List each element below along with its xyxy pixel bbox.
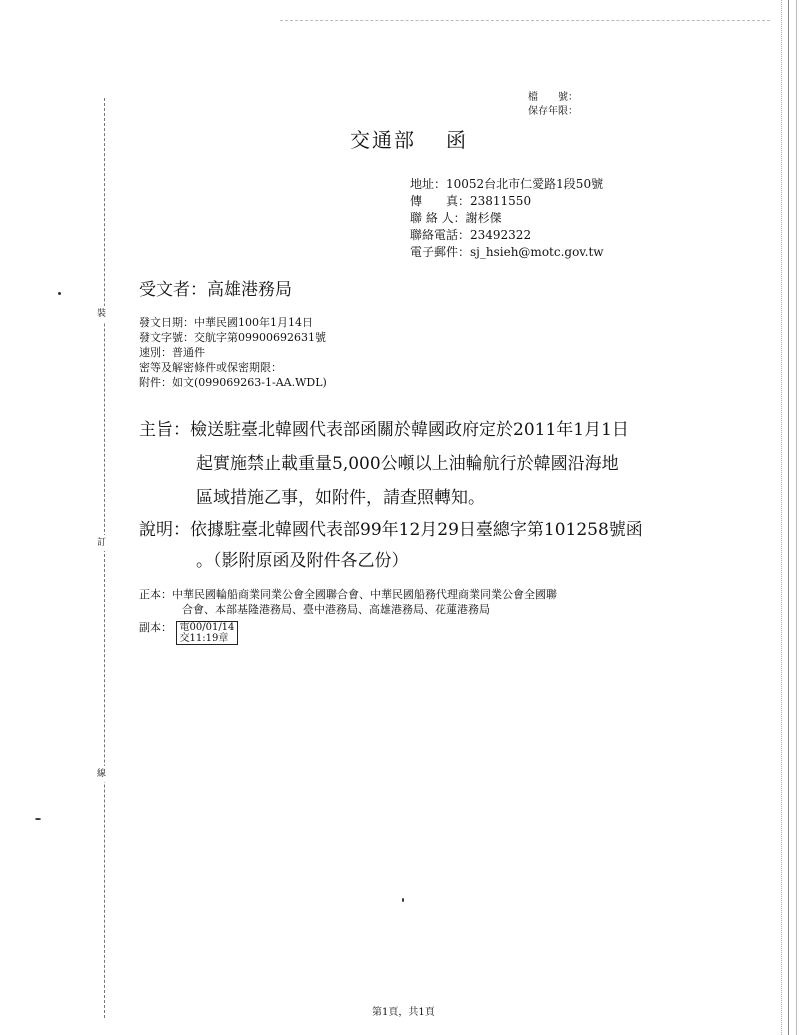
- recipient-line: 受文者：高雄港務局: [139, 280, 292, 300]
- subject-line-3: 區域措施乙事，如附件，請查照轉知。: [196, 488, 485, 508]
- contact-block: [410, 176, 604, 261]
- document-title: [350, 124, 468, 153]
- document-type: 函: [446, 128, 468, 152]
- file-number-label: 檔 號：: [528, 92, 578, 103]
- subject-line-2: 起實施禁止載重量5,000公噸以上油輪航行於韓國沿海地: [196, 454, 619, 474]
- phone-line: 聯絡電話：23492322: [410, 228, 532, 242]
- stamp-line-2: 交11:19章: [179, 633, 229, 644]
- contact-person-line: 聯 絡 人：謝杉傑: [410, 211, 502, 225]
- copy-recipients-row: [139, 620, 557, 645]
- document-number: 發文字號：交航字第09900692631號: [139, 331, 326, 344]
- binding-line: [104, 98, 105, 1018]
- scan-edge-top: [280, 20, 770, 21]
- scan-edge-right: [781, 0, 789, 1035]
- scan-speck: [402, 898, 404, 902]
- subject-line-1: 主旨：檢送駐臺北韓國代表部函關於韓國政府定於2011年1月1日: [139, 420, 629, 440]
- original-recipients-line-2: 合會、本部基隆港務局、臺中港務局、高雄港務局、花蓮港務局: [182, 603, 490, 616]
- copy-label: 副本：: [139, 621, 172, 634]
- explanation-line-1: 說明：依據駐臺北韓國代表部99年12月29日臺總字第101258號函: [139, 520, 643, 540]
- attachment-line: 附件：如文(099069263-1-AA.WDL): [139, 376, 327, 389]
- binding-mark-xian: 線: [97, 766, 106, 782]
- issue-date: 發文日期：中華民國100年1月14日: [139, 316, 313, 329]
- email-line: 電子郵件：sj_hsieh@motc.gov.tw: [410, 245, 604, 259]
- stamp-line-1: 電00/01/14: [179, 622, 235, 633]
- binding-mark-zhuang: 裝: [97, 306, 106, 322]
- distribution-section: [139, 587, 557, 645]
- subject-section: [139, 413, 629, 515]
- scan-speck: [58, 292, 61, 295]
- agency-name: 交通部: [350, 128, 416, 152]
- scan-edge-right-outer: [796, 0, 797, 1035]
- binding-mark-ding: 訂: [97, 535, 106, 551]
- page-number: 第1頁，共1頁: [372, 1007, 435, 1018]
- fax-line: 傳 真：23811550: [410, 194, 532, 208]
- original-recipients-line-1: 正本：中華民國輪船商業同業公會全國聯合會、中華民國船務代理商業同業公會全國聯: [139, 588, 557, 601]
- explanation-line-2: 。（影附原函及附件各乙份）: [196, 551, 409, 571]
- scan-speck: [35, 818, 41, 820]
- explanation-section: [139, 515, 643, 577]
- document-meta: [139, 315, 327, 390]
- retention-period-label: 保存年限：: [528, 106, 578, 117]
- address-line: 地址：10052台北市仁愛路1段50號: [410, 177, 604, 191]
- electronic-stamp: [176, 621, 239, 645]
- delivery-speed: 速別：普通件: [139, 346, 205, 359]
- secrecy-level: 密等及解密條件或保密期限：: [139, 361, 282, 374]
